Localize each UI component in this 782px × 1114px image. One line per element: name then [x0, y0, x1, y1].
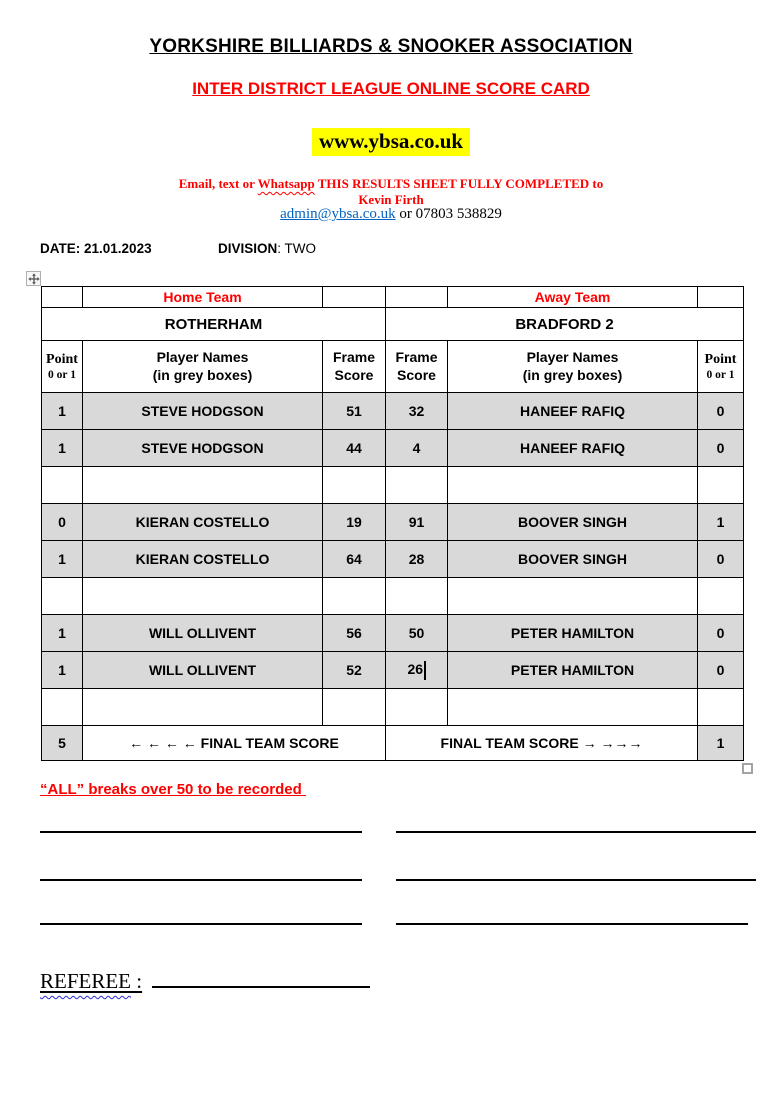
home-players-header: Player Names (in grey boxes) — [83, 341, 323, 393]
home-player-cell[interactable]: KIERAN COSTELLO — [83, 541, 323, 578]
away-point-cell[interactable]: 1 — [698, 504, 744, 541]
away-frame-score-cell[interactable]: 4 — [386, 430, 448, 467]
referee-section — [40, 967, 370, 994]
break-entry-line[interactable] — [40, 831, 362, 833]
score-table — [41, 286, 744, 761]
away-point-cell[interactable]: 0 — [698, 615, 744, 652]
home-team-label: Home Team — [83, 287, 323, 308]
home-point-cell[interactable]: 1 — [42, 615, 83, 652]
away-player-cell[interactable]: BOOVER SINGH — [448, 541, 698, 578]
away-players-header: Player Names (in grey boxes) — [448, 341, 698, 393]
home-team-name[interactable]: ROTHERHAM — [42, 308, 386, 341]
away-frame-score-cell[interactable]: 28 — [386, 541, 448, 578]
website-link[interactable]: www.ybsa.co.uk — [312, 128, 470, 156]
referee-colon: : — [131, 969, 143, 993]
away-player-cell[interactable] — [448, 467, 698, 504]
home-frame-score-cell[interactable]: 52 — [323, 652, 386, 689]
away-point-cell[interactable] — [698, 467, 744, 504]
page-title: YORKSHIRE BILLIARDS & SNOOKER ASSOCIATION — [149, 36, 633, 57]
home-point-cell[interactable]: 0 — [42, 504, 83, 541]
home-point-cell[interactable] — [42, 467, 83, 504]
away-frame-score-cell[interactable] — [386, 689, 448, 726]
date-division-line — [40, 241, 317, 256]
home-point-header: Point 0 or 1 — [42, 341, 83, 393]
home-frame-score-cell[interactable] — [323, 467, 386, 504]
away-player-cell[interactable] — [448, 578, 698, 615]
score-table-wrapper — [41, 286, 743, 761]
division-value: : TWO — [277, 241, 317, 256]
whatsapp-word: Whatsapp — [257, 176, 315, 191]
home-player-cell[interactable] — [83, 689, 323, 726]
score-row — [42, 689, 744, 726]
referee-signature-line[interactable] — [152, 967, 370, 988]
home-frame-score-cell[interactable]: 19 — [323, 504, 386, 541]
away-point-cell[interactable] — [698, 578, 744, 615]
column-header-row — [42, 341, 744, 393]
home-player-cell[interactable]: WILL OLLIVENT — [83, 615, 323, 652]
away-final-total[interactable]: 1 — [698, 726, 744, 761]
score-row — [42, 578, 744, 615]
home-frame-score-cell[interactable] — [323, 578, 386, 615]
away-point-cell[interactable]: 0 — [698, 430, 744, 467]
score-row — [42, 393, 744, 430]
home-point-cell[interactable]: 1 — [42, 393, 83, 430]
referee-label: REFEREE — [40, 969, 132, 993]
away-frame-score-cell[interactable]: 50 — [386, 615, 448, 652]
home-final-label: ← ← ← ← FINAL TEAM SCORE — [83, 726, 386, 761]
page-subtitle: INTER DISTRICT LEAGUE ONLINE SCORE CARD — [192, 79, 590, 98]
contact-name: Kevin Firth — [358, 192, 424, 207]
away-player-cell[interactable]: PETER HAMILTON — [448, 652, 698, 689]
home-player-cell[interactable]: STEVE HODGSON — [83, 430, 323, 467]
corner-cell[interactable] — [698, 287, 744, 308]
table-move-handle[interactable] — [26, 271, 41, 286]
away-player-cell[interactable]: HANEEF RAFIQ — [448, 430, 698, 467]
corner-cell[interactable] — [42, 287, 83, 308]
home-point-cell[interactable]: 1 — [42, 652, 83, 689]
home-point-cell[interactable]: 1 — [42, 430, 83, 467]
date-value: 21.01.2023 — [84, 241, 152, 256]
instructions-suffix: THIS RESULTS SHEET FULLY COMPLETED to — [314, 176, 604, 191]
score-row — [42, 652, 744, 689]
away-point-cell[interactable]: 0 — [698, 652, 744, 689]
website-row — [0, 128, 782, 156]
break-entry-line[interactable] — [40, 923, 362, 925]
away-player-cell[interactable] — [448, 689, 698, 726]
score-row — [42, 615, 744, 652]
home-player-cell[interactable]: WILL OLLIVENT — [83, 652, 323, 689]
division-label: DIVISION — [218, 241, 278, 256]
instructions-prefix: Email, text or — [178, 176, 258, 191]
home-frame-score-cell[interactable] — [323, 689, 386, 726]
home-frame-score-cell[interactable]: 44 — [323, 430, 386, 467]
team-name-row — [42, 308, 744, 341]
away-final-label: FINAL TEAM SCORE → →→→ — [386, 726, 698, 761]
final-score-row — [42, 726, 744, 761]
phone-number: or 07803 538829 — [395, 206, 502, 222]
away-point-header: Point 0 or 1 — [698, 341, 744, 393]
away-player-cell[interactable]: BOOVER SINGH — [448, 504, 698, 541]
home-frame-score-cell[interactable]: 51 — [323, 393, 386, 430]
contact-line — [0, 206, 782, 223]
table-resize-handle[interactable] — [742, 763, 753, 774]
home-point-cell[interactable] — [42, 689, 83, 726]
break-entry-line[interactable] — [396, 879, 756, 881]
home-player-cell[interactable] — [83, 578, 323, 615]
away-player-cell[interactable]: PETER HAMILTON — [448, 615, 698, 652]
home-final-total[interactable]: 5 — [42, 726, 83, 761]
move-icon — [28, 273, 40, 285]
home-player-cell[interactable]: KIERAN COSTELLO — [83, 504, 323, 541]
score-row — [42, 504, 744, 541]
home-frame-score-cell[interactable]: 64 — [323, 541, 386, 578]
home-player-cell[interactable]: STEVE HODGSON — [83, 393, 323, 430]
instructions-line1 — [0, 176, 782, 192]
break-entry-line[interactable] — [396, 831, 756, 833]
email-link[interactable]: admin@ybsa.co.uk — [280, 206, 396, 222]
away-frame-score-header: Frame Score — [386, 341, 448, 393]
home-player-cell[interactable] — [83, 467, 323, 504]
away-point-cell[interactable]: 0 — [698, 541, 744, 578]
spacer-cell[interactable] — [386, 287, 448, 308]
away-frame-score-cell[interactable]: 91 — [386, 504, 448, 541]
home-point-cell[interactable]: 1 — [42, 541, 83, 578]
team-label-row — [42, 287, 744, 308]
breaks-note: “ALL” breaks over 50 to be recorded — [40, 781, 306, 798]
break-entry-line[interactable] — [40, 879, 362, 881]
text-cursor — [424, 661, 426, 680]
away-frame-score-cell[interactable] — [386, 467, 448, 504]
away-frame-score-cell[interactable]: 32 — [386, 393, 448, 430]
score-row — [42, 467, 744, 504]
spacer-cell[interactable] — [323, 287, 386, 308]
away-team-name[interactable]: BRADFORD 2 — [386, 308, 744, 341]
away-point-cell[interactable] — [698, 689, 744, 726]
break-entry-line[interactable] — [396, 923, 748, 925]
away-frame-score-cell[interactable] — [386, 578, 448, 615]
score-row — [42, 430, 744, 467]
date-label: DATE: — [40, 241, 81, 256]
away-team-label: Away Team — [448, 287, 698, 308]
score-row — [42, 541, 744, 578]
away-point-cell[interactable]: 0 — [698, 393, 744, 430]
away-player-cell[interactable]: HANEEF RAFIQ — [448, 393, 698, 430]
home-frame-score-header: Frame Score — [323, 341, 386, 393]
home-frame-score-cell[interactable]: 56 — [323, 615, 386, 652]
away-frame-score-cell[interactable]: 26 — [386, 652, 448, 689]
home-point-cell[interactable] — [42, 578, 83, 615]
